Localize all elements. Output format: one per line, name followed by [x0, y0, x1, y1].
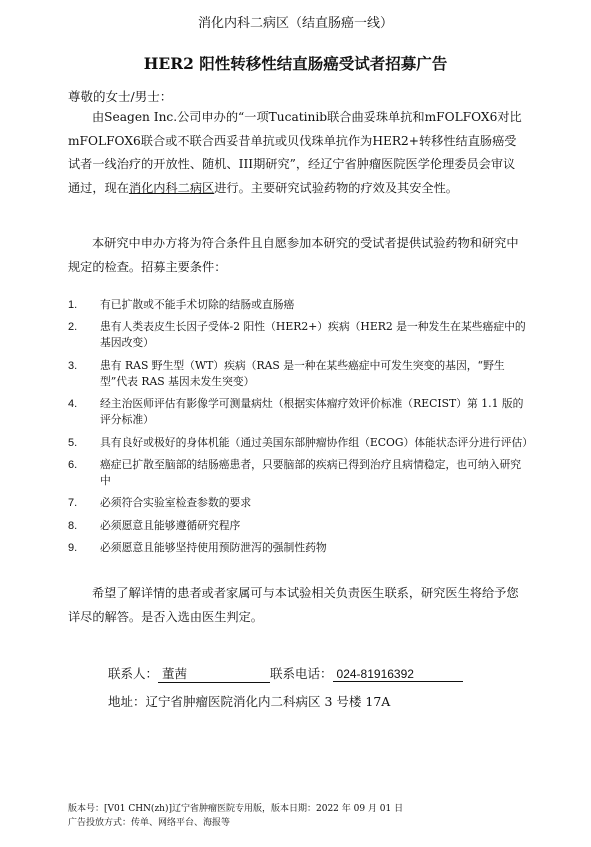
criteria-number: 8. [68, 519, 78, 532]
criteria-text: 具有良好或极好的身体机能（通过美国东部肿瘤协作组（ECOG）体能状态评分进行评估） [100, 435, 534, 449]
contact-phone-label: 联系电话： [270, 666, 333, 681]
criteria-number: 6. [68, 458, 78, 471]
sponsor-text: 本研究中申办方将为符合条件且自愿参加本研究的受试者提供试验药物和研究中规定的检查。招募主要条件： [68, 236, 519, 274]
criteria-number: 7. [68, 497, 78, 510]
criteria-item [68, 358, 528, 390]
greeting: 尊敬的女士/男士： [68, 89, 173, 104]
criteria-number: 1. [68, 299, 78, 311]
page-header: 消化内科二病区（结直肠癌一线） [197, 16, 393, 31]
contact-person-name: 董茜 [158, 664, 270, 683]
criteria-text: 必须符合实验室检查参数的要求 [100, 496, 252, 510]
criteria-item [68, 540, 528, 556]
contact-person-label: 联系人： [108, 666, 159, 681]
criteria-text: 必须愿意且能够遵循研究程序 [100, 518, 241, 532]
criteria-text: 经主治医师评估有影像学可测量病灶（根据实体瘤疗效评价标准（RECIST）第 1.1 版的评分标准） [100, 397, 524, 427]
contact-text: 希望了解详情的患者或者家属可与本试验相关负责医生联系，研究医生将给予您详尽的解答。是否入选由医生判定。 [68, 586, 519, 624]
criteria-text: 必须愿意且能够坚持使用预防泄泻的强制性药物 [100, 541, 327, 555]
criteria-item [68, 297, 528, 313]
footer-distribution: 广告投放方式：传单、网络平台、海报等 [68, 818, 231, 828]
contact-line [108, 664, 463, 683]
criteria-text: 有已扩散或不能手术切除的结肠或直肠癌 [100, 298, 295, 311]
criteria-item [68, 495, 528, 511]
intro-text-before: 由Seagen Inc.公司申办的“一项Tucatinib联合曲妥珠单抗和mFOLFOX6对比mFOLFOX6联合或不联合西妥昔单抗或贝伐珠单抗作为HER2+转移性结直肠癌受试者一线治疗的开放性、随机、III期研究”，经辽宁省肿瘤医院医学伦理委员会审议通过，现在 [68, 110, 522, 195]
footer-version: 版本号：[V01 CHN(zh)]辽宁省肿瘤医院专用版，版本日期：2022 年 09 月 01 日 [68, 804, 404, 814]
criteria-number: 9. [68, 542, 78, 555]
criteria-item [68, 457, 528, 489]
address-line: 地址：辽宁省肿瘤医院消化内二科病区 3 号楼 17A [108, 694, 391, 709]
intro-paragraph [68, 106, 524, 200]
criteria-text: 癌症已扩散至脑部的结肠癌患者，只要脑部的疾病已得到治疗且病情稳定，也可纳入研究中 [100, 457, 522, 487]
criteria-number: 2. [68, 321, 78, 334]
criteria-item [68, 518, 528, 534]
intro-text-after: 进行。主要研究试验药物的疗效及其安全性。 [214, 180, 458, 195]
criteria-text: 患有 RAS 野生型（WT）疾病（RAS 是一种在某些癌症中可发生突变的基因，“野生型”代表 RAS 基因未发生突变） [100, 358, 505, 388]
criteria-item [68, 319, 528, 351]
contact-paragraph [68, 582, 524, 629]
criteria-number: 4. [68, 398, 78, 411]
sponsor-paragraph [68, 232, 524, 279]
criteria-number: 5. [68, 436, 78, 449]
criteria-item [68, 435, 534, 451]
criteria-item [68, 396, 528, 428]
department-name: 消化内科二病区 [128, 180, 215, 195]
criteria-text: 患有人类表皮生长因子受体-2 阳性（HER2+）疾病（HER2 是一种发生在某些癌症中的基因改变） [100, 320, 526, 350]
contact-phone-number: 024-81916392 [333, 667, 463, 682]
criteria-number: 3. [68, 359, 78, 372]
document-title: HER2 阳性转移性结直肠癌受试者招募广告 [143, 54, 448, 73]
criteria-list [68, 297, 534, 563]
